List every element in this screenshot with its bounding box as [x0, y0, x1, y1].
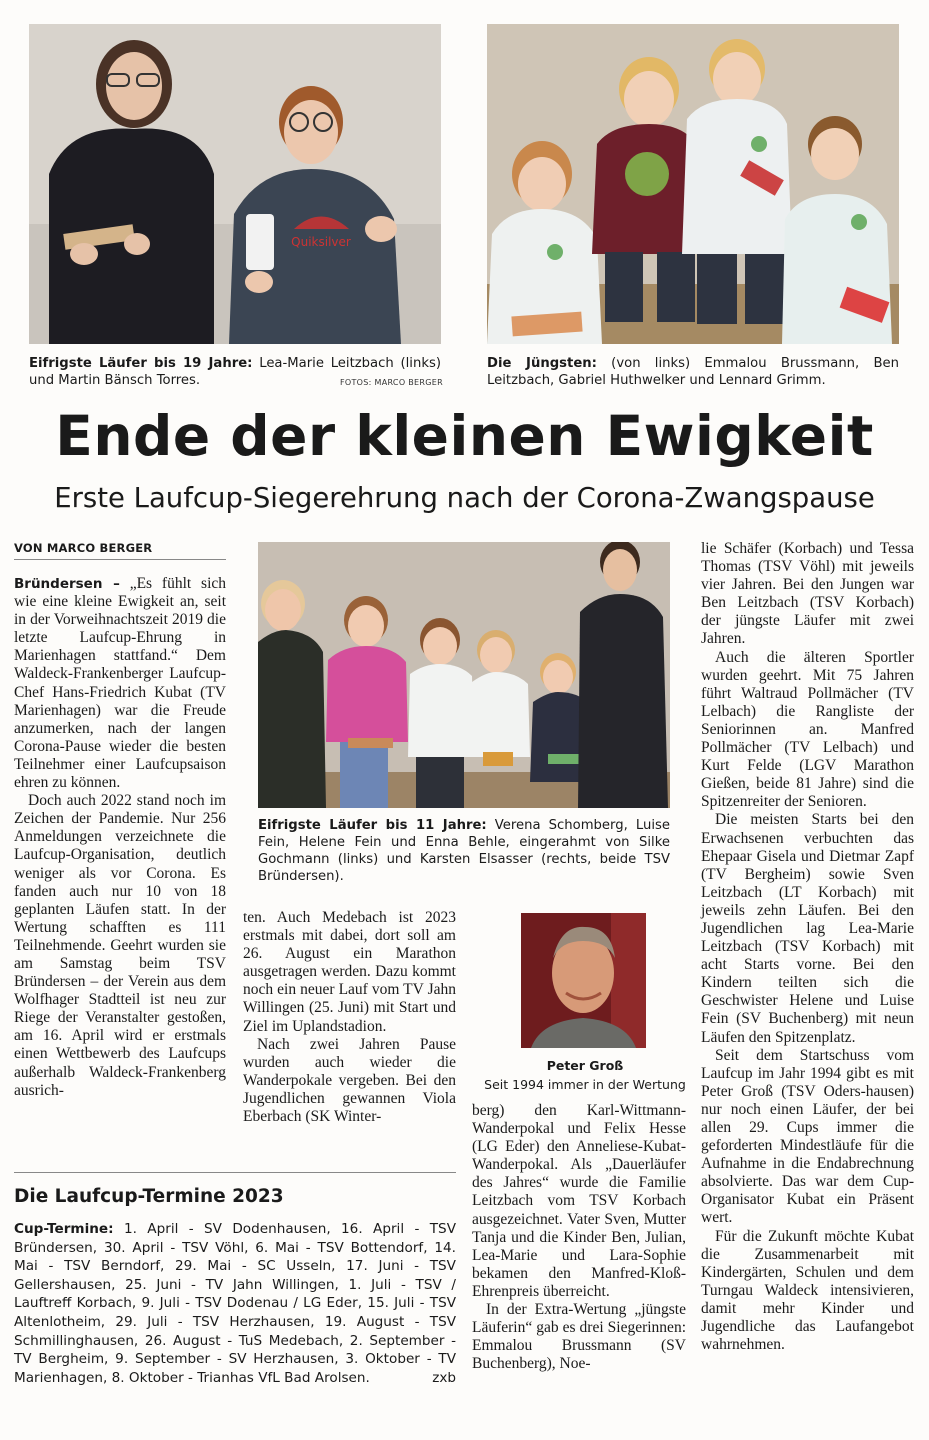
paragraph: Auch die älteren Sportler wurden geehrt. Mit 75 Jahren führt Waltraud Pollmächer (TV Lelbach) die Rangliste der Seniorinnen an. Manfred Pollmächer (TV Lelbach) und Kurt Felde (LGV Marathon Gießen, beide 81 Jahre) sind die Spitzenreiter der Senioren.: [701, 648, 914, 811]
paragraph: Nach zwei Jahren Pause wurden auch wieder die Wanderpokale vergeben. Bei den Jugendlichen gewannen Viola Eberbach (SK Winter-: [243, 1035, 456, 1126]
photo-youngest-runners: [487, 24, 899, 344]
paragraph: berg) den Karl-Wittmann-Wanderpokal und Felix Hesse (LG Eder) den Anneliese-Kubat-Wanderpokal. Als „Dauerläufer des Jahres“ wurde die Familie Leitzbach vom TSV Korbach ausgezeichnet. Vater Sven, Mutter Tanja und die Kinder Ben, Julian, Lea-Marie und Lara-Sophie bekamen den Manfred-Kloß-Ehrenpreis überreicht.: [472, 1102, 686, 1300]
paragraph: In der Extra-Wertung „jüngste Läuferin“ gab es drei Siegerinnen: Emmalou Brussmann (SV Buchenberg), Noe-: [472, 1301, 686, 1373]
article-column-4: [701, 540, 914, 1354]
headline: Ende der kleinen Ewigkeit: [55, 404, 874, 468]
photo-runners-under-11: [258, 542, 670, 808]
article-column-2: [243, 909, 456, 1126]
infobox-divider: [14, 1172, 456, 1173]
caption-text: Verena Schomberg, Luise Fein, Helene Fein und Enna Behle, eingerahmt von Silke Gochmann (links) und Karsten Elsasser (rechts, beide TSV Bründersen).: [258, 818, 670, 884]
photo-runners-under-19: [29, 24, 441, 344]
caption-text: Lea-Marie Leitzbach (links) und Martin Bänsch Torres.: [29, 356, 441, 388]
shirt-logo: Quiksilver: [291, 235, 351, 249]
photo-caption-youngest: [487, 355, 899, 389]
byline: VON MARCO BERGER: [14, 541, 226, 560]
dateline: Bründersen –: [14, 576, 120, 592]
paragraph-text: „Es fühlt sich wie eine kleine Ewigkeit an, seit in der Vorweihnachtszeit 2019 die letzte Laufcup-Ehrung in Marienhagen stattfand.“ Dem Waldeck-Frankenberger Laufcup-Chef Hans-Friedrich Kubat (TV Marienhagen) war die Freude anzumerken, nach der langen Corona-Pause wieder die besten Teilnehmer einer Laufcupsaison ehren zu können.: [14, 575, 227, 792]
paragraph: Die meisten Starts bei den Erwachsenen verbuchten das Ehepaar Gisela und Dietmar Zapf (TV Bergheim) sowie Sven Leitzbach (LT Korbach) mit jeweils zehn Läufen. Bei den Jugendlichen lag Lea-Marie Leitzbach (TSV Korbach) mit acht Starts vorne. Bei den Kindern teilten sich die Geschwister Helene und Luise Fein (SV Buchenberg) mit neun Läufen den Spitzenplatz.: [701, 811, 914, 1046]
caption-text: (von links) Emmalou Brussmann, Ben Leitzbach, Gabriel Huthwelker und Lennard Grimm.: [487, 356, 899, 388]
photo-credit: FOTOS: MARCO BERGER: [340, 378, 443, 387]
caption-label: Eifrigste Läufer bis 11 Jahre:: [258, 818, 487, 833]
paragraph: lie Schäfer (Korbach) und Tessa Thomas (TSV Vöhl) mit jeweils vier Jahren. Bei den Jungen war Ben Leitzbach (TSV Korbach) der jüngste Läufer mit zwei Jahren.: [701, 540, 914, 648]
paragraph: Für die Zukunft möchte Kubat die Zusammenarbeit mit Kindergärten, Schulen und dem Turngau Waldeck intensivieren, damit mehr Kinder und Jugendliche das Laufangebot wahrnehmen.: [701, 1227, 914, 1354]
infobox-text: [14, 1220, 456, 1387]
paragraph: [14, 575, 226, 791]
infobox-title: Die Laufcup-Termine 2023: [14, 1186, 284, 1207]
caption-label: Die Jüngsten:: [487, 356, 597, 371]
article-column-1: [14, 575, 226, 1100]
author-initials: zxb: [432, 1369, 456, 1386]
photo-caption-under-11: [258, 817, 670, 885]
infobox-dates: 1. April - SV Dodenhausen, 16. April - TSV Bründersen, 30. April - TSV Vöhl, 6. Mai - TSV Bottendorf, 14. Mai - TSV Berndorf, 29. Mai - SC Usseln, 17. Juni - TSV Gellershausen, 25. Juni - TV Jahn Willingen, 1. Juli - TSV / Lauftreff Korbach, 9. Juli - TSV Dodenau / LG Eder, 15. Juli - TSV Altenlotheim, 29. Juli - TSV Herzhausen, 19. August - TSV Schmillinghausen, 26. August - TuS Medebach, 2. September - TV Bergheim, 9. September - SV Herzhausen, 3. Oktober - TV Marienhagen, 8. Oktober - Trianhas VfL Bad Arolsen.: [14, 1221, 456, 1386]
photo-peter-gross: [521, 913, 646, 1048]
caption-label: Eifrigste Läufer bis 19 Jahre:: [29, 356, 253, 371]
paragraph: Seit dem Startschuss vom Laufcup im Jahr 1994 gibt es mit Peter Groß (TSV Oders-hausen) nur noch einen Läufer, der bei allen 29. Cups immer die geforderten Mindestläufe für die Aufnahme in die Endabrechnung absolvierte. Das war dem Cup-Organisator Kubat ein Präsent wert.: [701, 1046, 914, 1227]
paragraph: ten. Auch Medebach ist 2023 erstmals mit dabei, dort soll am 26. August ein Marathon ausgetragen werden. Dazu kommt noch ein neuer Lauf vom TV Jahn Willingen (25. Juni) mit Start und Ziel im Uplandstadion.: [243, 909, 456, 1035]
article-column-3: [472, 1102, 686, 1373]
portrait-name: Peter Groß: [546, 1058, 624, 1073]
portrait-subtitle: Seit 1994 immer in der Wertung: [484, 1077, 686, 1092]
paragraph: Doch auch 2022 stand noch im Zeichen der Pandemie. Nur 256 Anmeldungen verzeichnete die Laufcup-Organisation, deutlich weniger als vor Corona. Es fanden auch nur 10 von 18 geplanten Läufen statt. In der Wertung schafften es 111 Teilnehmende. Geehrt wurden sie am Samstag beim TSV Bründersen – der Verein aus dem Wolfhager Stadtteil ist neu zur Riege der Veranstalter gestoßen, am 16. April wird er erstmals einen Wettbewerb des Laufcups außerhalb Waldeck-Frankenberg ausrich-: [14, 792, 226, 1099]
infobox-label: Cup-Termine:: [14, 1221, 114, 1237]
subheadline: Erste Laufcup-Siegerehrung nach der Corona-Zwangspause: [54, 482, 875, 514]
